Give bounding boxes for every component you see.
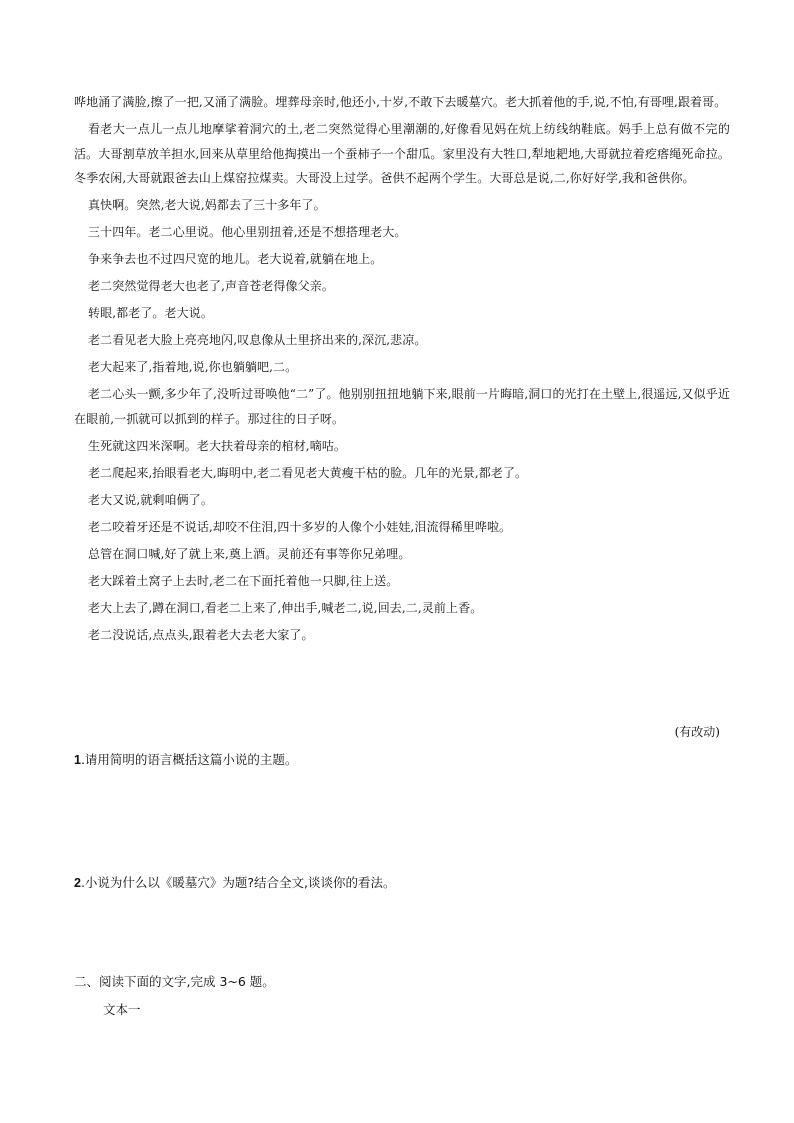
- paragraph: 老大起来了,指着地,说,你也躺躺吧,二。: [88, 360, 298, 374]
- section-subheading: 文本一: [103, 1002, 141, 1017]
- paragraph: 老大上去了,蹲在洞口,看老二上来了,伸出手,喊老二,说,回去,二,灵前上香。: [88, 600, 483, 615]
- section-heading: 二、阅读下面的文字,完成 3~6 题。: [74, 974, 275, 989]
- question-text: .请用简明的语言概括这篇小说的主题。: [80, 752, 298, 767]
- source-note: (有改动): [674, 725, 720, 739]
- story-text: [74, 90, 730, 650]
- question-2: [74, 873, 396, 893]
- paragraph: 争来争去也不过四尺宽的地儿。老大说着,就躺在地上。: [88, 252, 383, 266]
- paragraph: 老二爬起来,抬眼看老大,晦明中,老二看见老大黄瘦干枯的脸。几年的光景,都老了。: [88, 465, 528, 480]
- paragraph: 三十四年。老二心里说。他心里别扭着,还是不想搭理老大。: [88, 225, 407, 239]
- question-1: [74, 750, 297, 770]
- paragraph: 老大又说,就剩咱俩了。: [88, 492, 213, 507]
- paragraph: 看老大一点儿一点儿地摩挲着洞穴的土,老二突然觉得心里潮潮的,好像看见妈在炕上纺线纳鞋底。妈手上总有做不完的活。大哥割草放羊担水,回来从草里给他掏摸出一个蚕柿子一个甜瓜。家里没有大牲口,犁地耙地,大哥就拉着疙瘩绳死命拉。冬季农闲,大哥就跟爸去山上煤窑拉煤卖。大哥没上过学。爸供不起两个学生。大哥总是说,二,你好好学,我和爸供你。: [74, 122, 730, 185]
- paragraph: 转眼,都老了。老大说。: [88, 306, 213, 320]
- paragraph: 真快啊。突然,老大说,妈都去了三十多年了。: [88, 198, 326, 212]
- paragraph: 总管在洞口喊,好了就上来,奠上酒。灵前还有事等你兄弟哩。: [88, 546, 411, 561]
- question-text: .小说为什么以《暖墓穴》为题?结合全文,谈谈你的看法。: [80, 875, 396, 890]
- question-number: 1: [74, 753, 81, 767]
- question-number: 2: [74, 876, 81, 890]
- paragraph: 老二心头一颤,多少年了,没听过哥唤他“二”了。他别别扭扭地躺下来,眼前一片晦暗,洞口的光打在土壁上,很遥远,又似乎近在眼前,一抓就可以抓到的样子。那过往的日子呀。: [74, 387, 730, 426]
- paragraph: 老二突然觉得老大也老了,声音苍老得像父亲。: [88, 279, 334, 293]
- paragraph: 老二咬着牙还是不说话,却咬不住泪,四十多岁的人像个小娃娃,泪流得稀里哗啦。: [88, 519, 512, 534]
- paragraph: 哗地涌了满脸,擦了一把,又涌了满脸。埋葬母亲时,他还小,十岁,不敢下去暖墓穴。老大抓着他的手,说,不怕,有哥哩,跟着哥。: [74, 95, 727, 109]
- paragraph: 老二没说话,点点头,跟着老大去老大家了。: [88, 627, 314, 642]
- paragraph: 老二看见老大脸上亮亮地闪,叹息像从土里挤出来的,深沉,悲凉。: [88, 333, 427, 347]
- paragraph: 老大踩着土窝子上去时,老二在下面托着他一只脚,往上送。: [88, 573, 399, 588]
- paragraph: 生死就这四米深啊。老大扶着母亲的棺材,嘀咕。: [88, 438, 347, 453]
